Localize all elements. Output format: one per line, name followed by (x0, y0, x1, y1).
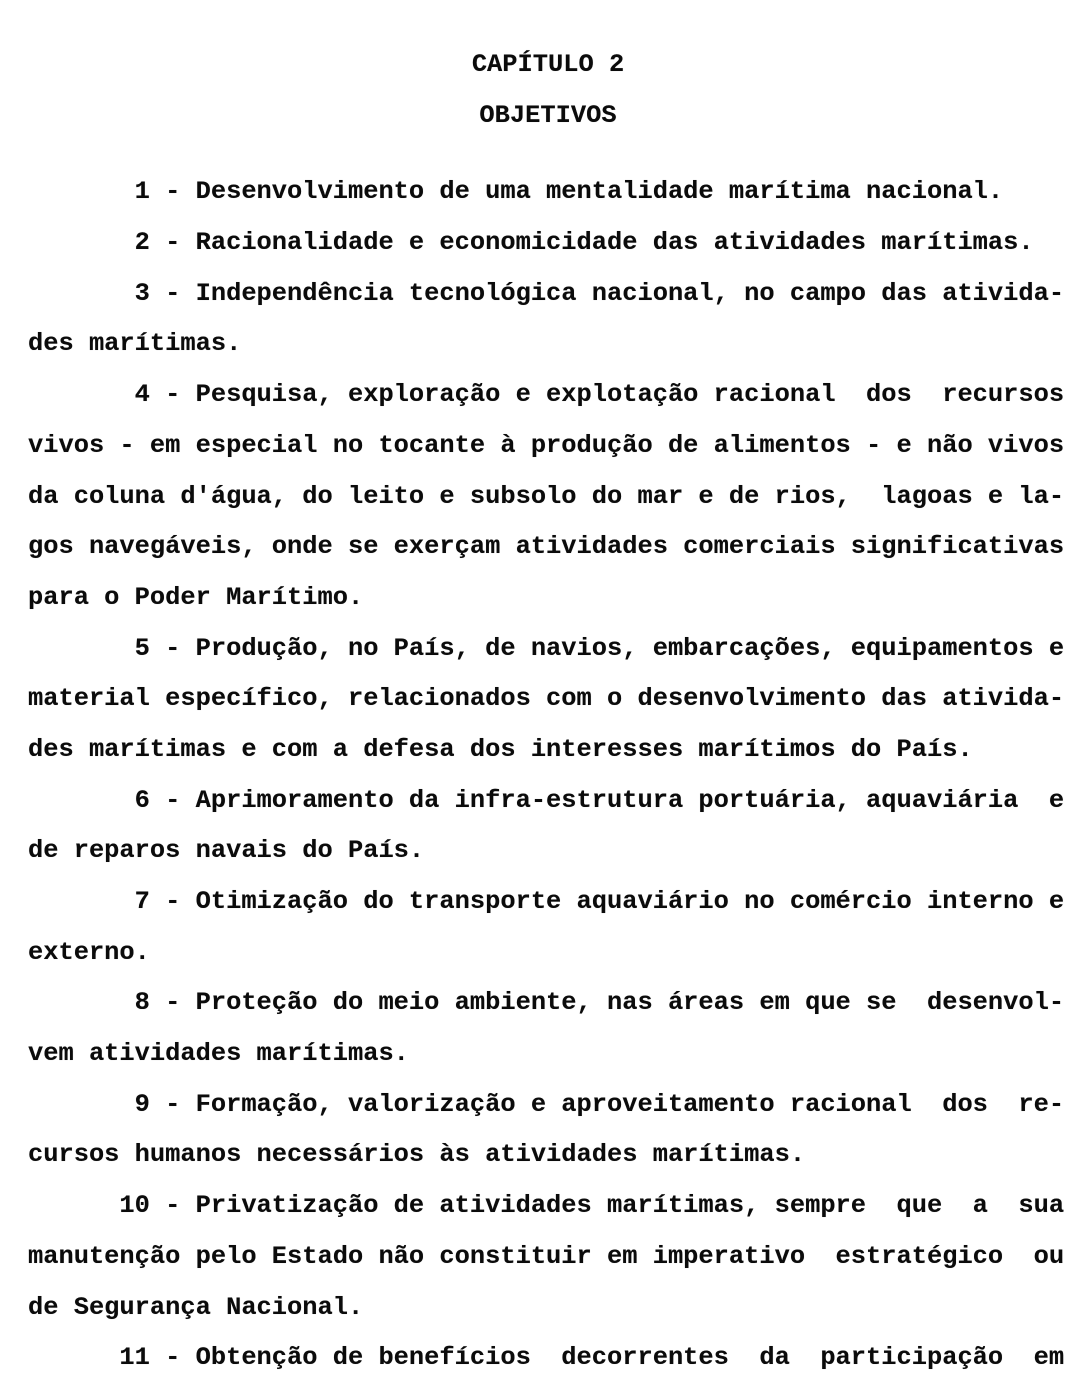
document-line: vivos - em especial no tocante à produção de alimentos - e não vivos (28, 430, 1065, 460)
document-line: 9 - Formação, valorização e aproveitamento racional dos re- (28, 1089, 1065, 1119)
document-line: gos navegáveis, onde se exerçam atividades comerciais significativas (28, 532, 1065, 562)
document-line: externo. (28, 937, 150, 967)
document-line: 4 - Pesquisa, exploração e explotação racional dos recursos (28, 380, 1065, 410)
heading-body-gap (28, 141, 1068, 167)
document-line: da coluna d'água, do leito e subsolo do mar e de rios, lagoas e la- (28, 481, 1065, 511)
document-line: vem atividades marítimas. (28, 1039, 409, 1069)
document-line: cursos humanos necessários às atividades marítimas. (28, 1140, 806, 1170)
document-line: 6 - Aprimoramento da infra-estrutura portuária, aquaviária e (28, 785, 1065, 815)
document-line: 5 - Produção, no País, de navios, embarcações, equipamentos e (28, 633, 1065, 663)
document-line: para o Poder Marítimo. (28, 582, 364, 612)
document-line: 7 - Otimização do transporte aquaviário no comércio interno e (28, 887, 1065, 916)
document-line: 2 - Racionalidade e economicidade das atividades marítimas. (28, 228, 1034, 258)
document-line: de reparos navais do País. (28, 836, 425, 866)
document-line: 10 - Privatização de atividades marítimas, sempre que a sua (28, 1191, 1065, 1221)
document-line: 3 - Independência tecnológica nacional, no campo das ativida- (28, 278, 1065, 308)
chapter-heading: CAPÍTULO 2 (471, 50, 625, 79)
document-line: 1 - Desenvolvimento de uma mentalidade marítima nacional. (28, 177, 1004, 207)
document-line: des marítimas e com a defesa dos interesses marítimos do País. (28, 734, 973, 764)
document-line: 8 - Proteção do meio ambiente, nas áreas em que se desenvol- (28, 988, 1065, 1018)
section-heading: OBJETIVOS (479, 100, 617, 130)
document-text-column (28, 40, 1068, 1384)
document-line: de Segurança Nacional. (28, 1292, 364, 1322)
document-line: des marítimas. (28, 329, 242, 359)
document-line: material específico, relacionados com o desenvolvimento das ativida- (28, 684, 1065, 714)
document-line: 11 - Obtenção de benefícios decorrentes da participação em (28, 1343, 1065, 1373)
document-line: manutenção pelo Estado não constituir em imperativo estratégico ou (28, 1241, 1065, 1271)
